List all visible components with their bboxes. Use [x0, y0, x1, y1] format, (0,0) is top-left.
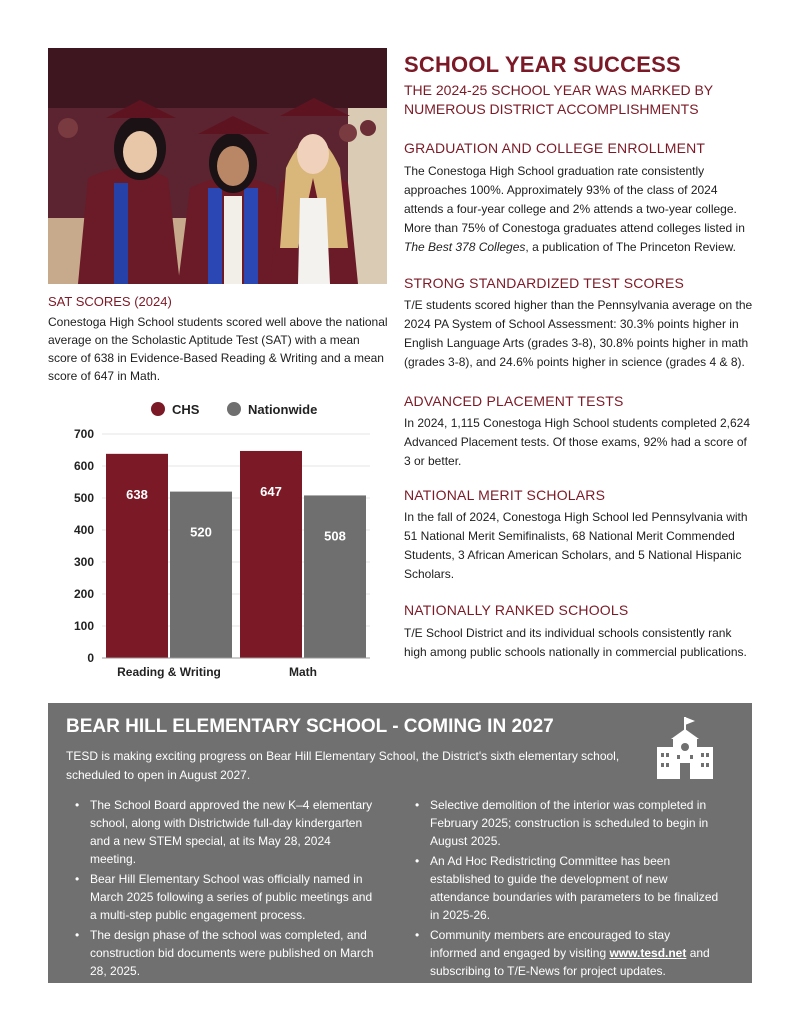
sat-chart — [60, 392, 390, 692]
bar-value-label: 520 — [190, 524, 212, 540]
graduates-photo — [48, 48, 387, 284]
bar-nationwide-1 — [304, 495, 366, 658]
tesd-link[interactable]: www.tesd.net — [609, 946, 687, 960]
section-text-ranked: T/E School District and its individual schools consistently rank high among public schools nationally in commercial publications. — [404, 626, 747, 659]
sat-chart-svg — [60, 392, 390, 692]
list-item: • Selective demolition of the interior was completed in February 2025; construction is scheduled to begin in August 2025. — [406, 796, 720, 850]
y-tick-label: 100 — [73, 619, 94, 633]
section-text-test-scores: T/E students scored higher than the Pennsylvania average on the 2024 PA System of School Assessment: 30.3% points higher in English Language Arts (grades 3-8), 30.8% points higher in math (grades 3-8), and 24.6% points higher in science (grades 4 & 8). — [404, 298, 753, 369]
section-heading-graduation: GRADUATION AND COLLEGE ENROLLMENT — [404, 140, 706, 156]
section-text-ap-tests: In 2024, 1,115 Conestoga High School students completed 2,624 Advanced Placement tests. Of those exams, 92% had a score of 3 or better. — [404, 416, 751, 468]
y-tick-label: 700 — [73, 427, 94, 441]
list-item — [406, 926, 720, 980]
graduation-book-title: The Best 378 Colleges — [404, 240, 526, 254]
graduates-illustration — [48, 48, 387, 284]
sat-heading: SAT SCORES (2024) — [48, 294, 172, 309]
bear-hill-panel — [48, 703, 752, 983]
bear-hill-list-left — [66, 796, 380, 982]
bar-chs-1 — [240, 451, 302, 658]
section-text-graduation — [404, 162, 756, 257]
bar-value-label: 638 — [126, 486, 148, 502]
sat-description: Conestoga High School students scored well above the national average on the Scholastic Aptitude Test (SAT) with a mean score of 638 in Evidence-Based Reading & Writing and a mean score of 647 in Math. — [48, 315, 388, 383]
y-tick-label: 200 — [73, 587, 94, 601]
bar-value-label: 647 — [260, 483, 282, 499]
graduation-text-after: , a publication of The Princeton Review. — [525, 240, 736, 254]
bear-hill-list-right — [406, 796, 720, 982]
section-heading-ranked: NATIONALLY RANKED SCHOOLS — [404, 602, 629, 618]
x-tick-label: Math — [289, 665, 317, 679]
subtitle-line-1: THE 2024-25 SCHOOL YEAR WAS MARKED BY — [404, 82, 714, 98]
section-heading-test-scores: STRONG STANDARDIZED TEST SCORES — [404, 275, 685, 291]
list-item-text: Community members are encouraged to stay informed and engaged by visiting — [430, 928, 671, 960]
section-text-merit: In the fall of 2024, Conestoga High School led Pennsylvania with 51 National Merit Semifinalists, 68 National Merit Commended Students, 3 African American Scholars, and 5 National Hispanic Scholars. — [404, 510, 748, 581]
legend-swatch-chs — [151, 402, 165, 416]
section-heading-merit: NATIONAL MERIT SCHOLARS — [404, 487, 606, 503]
legend-swatch-nationwide — [227, 402, 241, 416]
list-item: • An Ad Hoc Redistricting Committee has been established to guide the development of new attendance boundaries with parameters to be finalized in 2025-26. — [406, 852, 720, 924]
x-tick-label: Reading & Writing — [117, 665, 221, 679]
list-item: • Bear Hill Elementary School was officially named in March 2025 following a series of public meetings and a multi-step public engagement process. — [66, 870, 380, 924]
y-tick-label: 300 — [73, 555, 94, 569]
section-heading-ap-tests: ADVANCED PLACEMENT TESTS — [404, 393, 624, 409]
subtitle-line-2: NUMEROUS DISTRICT ACCOMPLISHMENTS — [404, 101, 699, 117]
list-item: • The design phase of the school was completed, and construction bid documents were published on March 28, 2025. — [66, 926, 380, 980]
y-tick-label: 600 — [73, 459, 94, 473]
legend-label-nationwide: Nationwide — [248, 402, 318, 417]
bar-nationwide-0 — [170, 492, 232, 658]
page-title: SCHOOL YEAR SUCCESS — [404, 52, 681, 77]
bar-value-label: 508 — [324, 528, 346, 544]
y-tick-label: 0 — [87, 651, 94, 665]
list-item: • The School Board approved the new K–4 elementary school, along with Districtwide full-day kindergarten and a new STEM special, at its May 28, 2024 meeting. — [66, 796, 380, 868]
page-subtitle — [404, 81, 756, 119]
y-tick-label: 400 — [73, 523, 94, 537]
y-tick-label: 500 — [73, 491, 94, 505]
graduation-text: The Conestoga High School graduation rate consistently approaches 100%. Approximately 93% of the class of 2024 attends a four-year college and 2% attends a two-year college. More than 75% of Conestoga graduates attend colleges listed in — [404, 164, 745, 235]
bear-hill-title: BEAR HILL ELEMENTARY SCHOOL - COMING IN 2027 — [66, 716, 554, 737]
bar-chs-0 — [106, 454, 168, 658]
legend-label-chs: CHS — [172, 402, 200, 417]
school-building-icon — [655, 715, 715, 781]
list-item-text-after: and subscribing to T/E-News for project updates. — [430, 946, 710, 978]
bear-hill-intro: TESD is making exciting progress on Bear Hill Elementary School, the District's sixth elementary school, scheduled to open in August 2027. — [66, 749, 620, 782]
